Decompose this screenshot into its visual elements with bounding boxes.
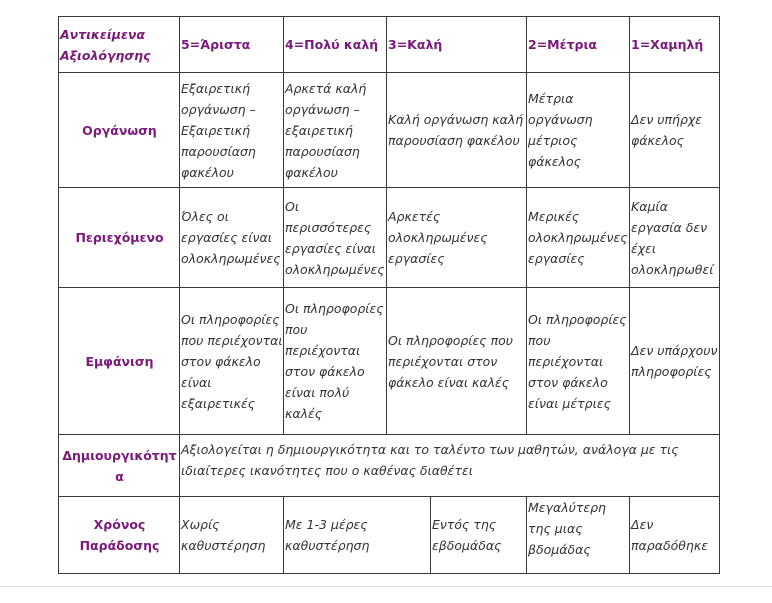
table-cell [527, 497, 630, 574]
table-cell [431, 497, 527, 574]
row-emfanisi [59, 288, 720, 435]
cell-text: Αξιολογείται η δημιουργικότητα και το ταλέντο των μαθητών, ανάλογα με τις ιδιαίτερες ικανότητες που ο καθένας διαθέτει [181, 442, 679, 478]
table-cell [630, 73, 720, 188]
cell-text: Δεν υπήρχε φάκελος [631, 112, 703, 148]
cell-text: Οι πληροφορίες που περιέχονται στον φάκελο είναι εξαιρετικές [181, 311, 283, 411]
level-header-1 [630, 17, 720, 73]
cell-text: Δεν παραδόθηκε [631, 517, 708, 553]
row-organosi [59, 73, 720, 188]
row-periexomeno-label [59, 188, 180, 288]
cell-text: Δεν υπάρχουν πληροφορίες [631, 343, 718, 379]
table-cell [180, 188, 284, 288]
table-cell [527, 288, 630, 435]
cell-text: Μέτρια οργάνωση μέτριος φάκελος [528, 91, 593, 169]
cell-text: Μεγαλύτερη της μιας βδομάδας [528, 500, 606, 557]
header-row [59, 17, 720, 73]
cell-text: Οι πληροφορίες που περιέχονται στον φάκελο είναι καλές [388, 332, 513, 390]
level-header-5-label: 5=Άριστα [181, 37, 251, 52]
cell-text: Οι περισσότερες εργασίες είναι ολοκληρωμένες [285, 198, 385, 277]
table-cell [527, 188, 630, 288]
level-header-2 [527, 17, 630, 73]
cell-text: Εντός της εβδομάδας [432, 517, 502, 553]
row-emfanisi-label-text: Εμφάνιση [85, 353, 154, 369]
criteria-header-label: Αντικείμενα Αξιολόγησης [60, 26, 151, 63]
row-xronos [59, 497, 720, 574]
criteria-header-cell [59, 17, 180, 73]
level-header-5 [180, 17, 284, 73]
cell-text: Καμία εργασία δεν έχει ολοκληρωθεί [631, 198, 714, 277]
table-cell-merged [180, 435, 720, 497]
level-header-3-label: 3=Καλή [388, 37, 443, 52]
row-xronos-label [59, 497, 180, 574]
cell-text: Αρκετά καλή οργάνωση – εξαιρετική παρουσίαση φακέλου [285, 80, 367, 180]
cell-text: Οι πληροφορίες που περιέχονται στον φάκελο είναι πολύ καλές [285, 301, 384, 421]
row-periexomeno [59, 188, 720, 288]
table-cell [630, 188, 720, 288]
rubric-table [58, 16, 720, 574]
cell-text: Καλή οργάνωση καλή παρουσίαση φακέλου [388, 112, 524, 148]
cell-text: Μερικές ολοκληρωμένες εργασίες [528, 209, 628, 266]
level-header-2-label: 2=Μέτρια [528, 37, 597, 52]
table-cell [180, 73, 284, 188]
row-periexomeno-label-text: Περιεχόμενο [75, 230, 164, 245]
row-dimiourgikotita-label [59, 435, 180, 497]
table-cell [284, 497, 431, 574]
cell-text: Όλες οι εργασίες είναι ολοκληρωμένες [181, 209, 281, 266]
table-cell [387, 188, 527, 288]
table-cell [180, 497, 284, 574]
cell-text: Με 1-3 μέρες καθυστέρηση [285, 517, 370, 553]
row-organosi-label-text: Οργάνωση [82, 122, 157, 138]
table-cell [387, 288, 527, 435]
cell-text: Οι πληροφορίες που περιέχονται στον φάκελο είναι μέτριες [528, 311, 627, 411]
cell-text: Χωρίς καθυστέρηση [181, 517, 266, 553]
table-cell [630, 497, 720, 574]
level-header-3 [387, 17, 527, 73]
level-header-4-label: 4=Πολύ καλή [285, 37, 379, 52]
table-cell [630, 288, 720, 435]
bottom-divider [0, 586, 772, 587]
level-header-1-label: 1=Χαμηλή [631, 37, 704, 52]
table-cell [527, 73, 630, 188]
row-dimiourgikotita-label-text: Δημιουργικότητα [62, 447, 177, 484]
row-dimiourgikotita [59, 435, 720, 497]
table-cell [180, 288, 284, 435]
cell-text: Αρκετές ολοκληρωμένες εργασίες [388, 209, 488, 266]
table-cell [387, 73, 527, 188]
cell-text: Εξαιρετική οργάνωση – Εξαιρετική παρουσίαση φακέλου [181, 80, 256, 180]
row-organosi-label [59, 73, 180, 188]
table-cell [284, 188, 387, 288]
row-xronos-label-text: Χρόνος Παράδοσης [79, 517, 160, 553]
table-cell [284, 73, 387, 188]
level-header-4 [284, 17, 387, 73]
table-cell [284, 288, 387, 435]
row-emfanisi-label [59, 288, 180, 435]
